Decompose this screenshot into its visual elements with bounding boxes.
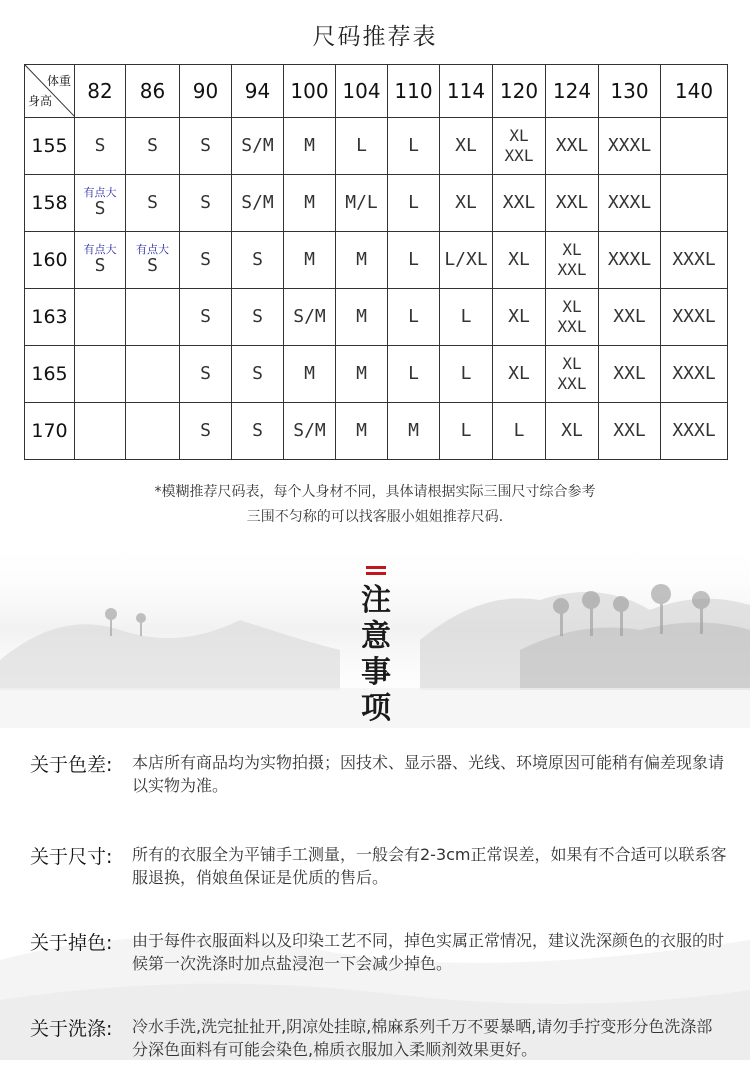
notice-char: 事 [361,655,391,690]
size-cell [284,175,336,232]
size-cell [388,118,440,175]
size-value: L [408,135,419,156]
size-value: XXL [555,135,589,156]
size-cell [599,175,661,232]
corner-weight-label: 体重 [46,74,71,88]
size-value: S [94,198,106,219]
size-cell [493,403,546,460]
footnote-line-2: 三围不匀称的可以找客服小姐姐推荐尺码. [246,509,504,525]
slightly-large-note: 有点大 [83,243,117,256]
size-cell [493,289,546,346]
size-value: L [408,363,419,384]
corner-height-label: 身高 [28,94,53,108]
size-cell [599,289,661,346]
size-cell [126,175,180,232]
size-cell [75,232,126,289]
size-value: M [356,249,367,270]
size-cell [232,403,284,460]
size-value: XXL [504,146,534,165]
size-cell [284,403,336,460]
slightly-large-note: 有点大 [83,186,117,199]
size-cell [493,175,546,232]
size-cell [388,346,440,403]
size-cell [493,346,546,403]
size-cell [180,289,232,346]
page-title: 尺码推荐表 [312,24,438,50]
size-value: L/XL [444,249,488,270]
size-value: XXL [613,420,646,441]
size-cell [336,346,388,403]
tip-label: 关于掉色: [30,932,113,954]
size-cell [440,175,493,232]
size-cell [388,232,440,289]
size-cell [599,232,661,289]
size-value: L [460,363,472,384]
notice-char: 意 [361,619,391,654]
size-cell [440,346,493,403]
size-value: XXL [613,363,646,384]
size-cell [336,289,388,346]
size-cell [75,118,126,175]
size-cell [661,289,728,346]
weight-header: 114 [440,65,493,118]
size-value: S [147,255,158,276]
weight-header: 94 [232,65,284,118]
size-value: XXXL [607,135,652,156]
table-row [25,403,728,460]
size-cell [440,289,493,346]
notice-accent-mark [366,566,386,578]
size-value: XL [508,249,530,270]
size-value: XXXL [672,306,716,327]
size-value: M [356,363,367,384]
size-cell [599,346,661,403]
size-cell [661,175,728,232]
size-value: S [200,135,211,156]
size-cell [232,346,284,403]
table-row [25,175,728,232]
table-row [25,118,728,175]
size-cell [284,289,336,346]
size-value: S [200,249,211,270]
size-cell [75,346,126,403]
size-value: XL [455,192,477,213]
size-cell [126,403,180,460]
size-cell [336,118,388,175]
size-cell [180,232,232,289]
tip-label: 关于色差: [30,754,113,776]
weight-header: 140 [661,65,728,118]
table-row [25,289,728,346]
weight-header: 104 [336,65,388,118]
size-value: XXL [613,306,646,327]
size-value: S [147,192,158,213]
size-cell [388,175,440,232]
size-cell [336,175,388,232]
height-header: 170 [25,403,75,460]
size-value: S/M [241,135,274,156]
size-cell [232,232,284,289]
weight-header: 124 [546,65,599,118]
notice-char: 注 [361,583,391,618]
size-cell [75,403,126,460]
size-value: XXXL [607,192,652,213]
size-value: XXL [557,374,587,393]
size-cell [546,346,599,403]
size-value: M [408,420,419,441]
size-cell [284,118,336,175]
slightly-large-note: 有点大 [136,243,169,256]
size-cell [661,403,728,460]
size-value: M/L [345,192,378,213]
size-value: L [408,306,419,327]
size-value: L [408,249,419,270]
weight-header: 130 [599,65,661,118]
size-cell [546,403,599,460]
tip-text: 冷水手洗,洗完扯扯开,阴凉处挂晾,棉麻系列千万不要暴晒,请勿手拧变形分色洗涤部分深色面料有可能会染色,棉质衣服加入柔顺剂效果更好。 [132,1017,713,1059]
height-header: 165 [25,346,75,403]
tip-label: 关于尺寸: [30,846,113,868]
size-value: S/M [293,420,326,441]
size-value: S [252,420,263,441]
size-cell [232,118,284,175]
size-value: M [304,363,315,384]
size-value: L [408,192,419,213]
tip-label: 关于洗涤: [30,1018,113,1040]
size-value: XL [561,420,583,441]
table-corner-header [25,65,75,118]
notice-title [358,583,394,727]
size-cell [546,289,599,346]
size-cell [75,175,126,232]
size-cell [126,118,180,175]
table-row [25,346,728,403]
size-cell [440,232,493,289]
size-cell [599,403,661,460]
footnote-line-1: *模糊推荐尺码表，每个人身材不同，具体请根据实际三围尺寸综合参考 [154,484,596,500]
size-value: M [356,306,367,327]
size-cell [126,232,180,289]
size-value: XXXL [672,249,716,270]
size-value: XXXL [672,420,716,441]
size-cell [661,232,728,289]
size-cell [232,175,284,232]
size-value: XXL [557,317,587,336]
size-cell [440,403,493,460]
size-cell [75,289,126,346]
size-value: XXXL [672,363,716,384]
size-cell [546,175,599,232]
height-header: 163 [25,289,75,346]
size-cell [232,289,284,346]
size-value: S [200,420,211,441]
height-header: 155 [25,118,75,175]
size-value: S [200,363,211,384]
size-value: S/M [293,306,326,327]
size-value: XXL [557,260,587,279]
tip-text: 由于每件衣服面料以及印染工艺不同，掉色实属正常情况，建议洗深颜色的衣服的时候第一次洗涤时加点盐浸泡一下会减少掉色。 [132,931,725,973]
size-value: XXXL [607,249,652,270]
size-value: S/M [241,192,274,213]
size-cell [493,232,546,289]
size-value: L [356,135,367,156]
weight-header: 110 [388,65,440,118]
size-value: XL [455,135,477,156]
size-cell [284,232,336,289]
size-cell [440,118,493,175]
size-value: L [513,420,525,441]
size-value: XL [508,306,530,327]
size-value: L [460,420,472,441]
size-cell [126,346,180,403]
height-header: 158 [25,175,75,232]
size-value: S [252,306,263,327]
size-value: L [460,306,472,327]
size-table [24,64,728,460]
size-value: S [200,306,211,327]
weight-header: 100 [284,65,336,118]
tip-text: 所有的衣服全为平铺手工测量，一般会有2-3cm正常误差，如果有不合适可以联系客服退换，俏娘鱼保证是优质的售后。 [132,845,727,887]
size-value: M [304,135,315,156]
size-cell [336,403,388,460]
weight-header: 120 [493,65,546,118]
size-value: M [356,420,367,441]
size-value: XL [509,126,529,145]
size-cell [126,289,180,346]
size-cell [661,118,728,175]
size-value: XL [508,363,530,384]
size-value: S [94,135,106,156]
size-value: S [200,192,211,213]
size-cell [336,232,388,289]
notice-char: 项 [361,691,391,726]
size-cell [546,118,599,175]
size-value: XL [562,354,582,373]
size-value: M [304,249,315,270]
size-value: M [304,192,315,213]
size-cell [661,346,728,403]
tip-text: 本店所有商品均为实物拍摄；因技术、显示器、光线、环境原因可能稍有偏差现象请以实物为准。 [132,753,725,795]
size-cell [388,289,440,346]
size-cell [388,403,440,460]
size-value: S [252,363,263,384]
height-header: 160 [25,232,75,289]
size-cell [180,346,232,403]
size-value: XL [562,240,582,259]
size-value: S [147,135,158,156]
weight-header: 90 [180,65,232,118]
size-cell [284,346,336,403]
size-cell [180,403,232,460]
size-cell [599,118,661,175]
weight-header: 86 [126,65,180,118]
weight-header: 82 [75,65,126,118]
size-value: S [252,249,263,270]
size-cell [180,175,232,232]
table-row [25,232,728,289]
size-cell [493,118,546,175]
size-cell [180,118,232,175]
size-value: XL [562,297,582,316]
size-value: XXL [555,192,589,213]
size-value: S [94,255,106,276]
size-cell [546,232,599,289]
size-value: XXL [502,192,536,213]
